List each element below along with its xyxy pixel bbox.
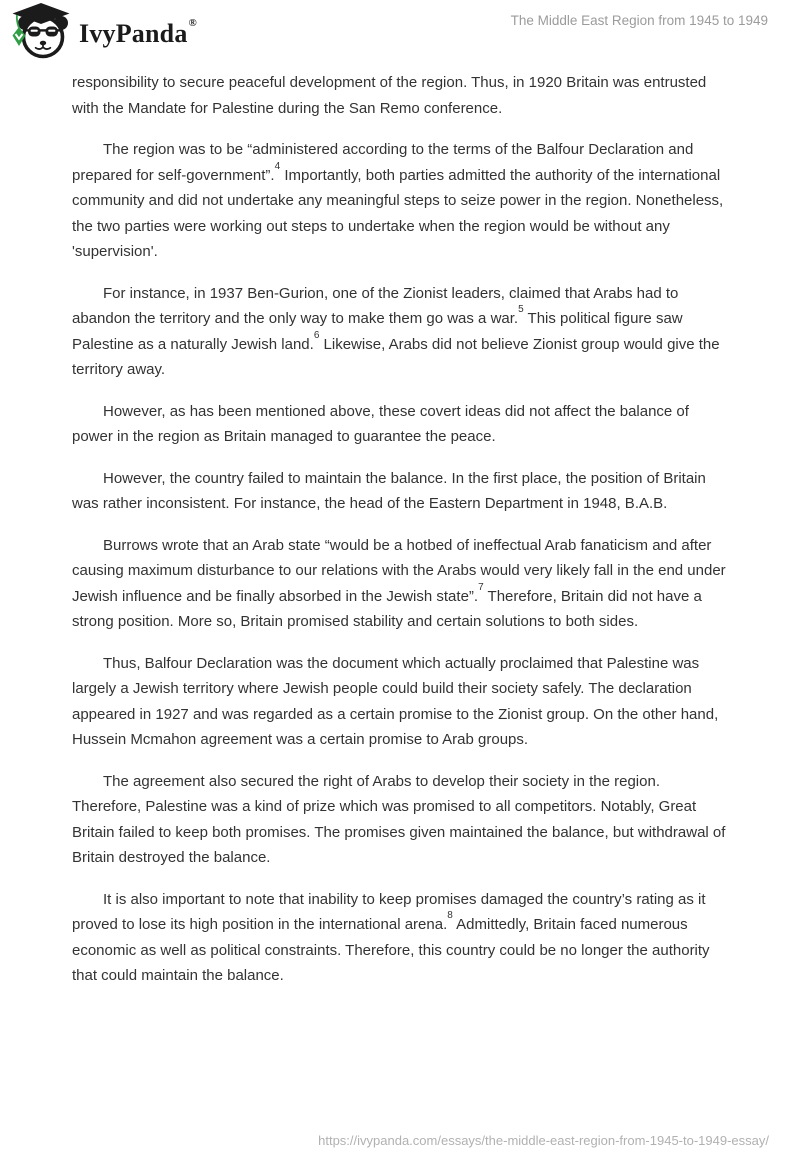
essay-paragraph: The agreement also secured the right of Arabs to develop their society in the region. Therefore, Palestine was a kind of prize which was promised to all competitors. Notably, Great Britain failed to keep both promises. The promises given maintained the balance, but withdrawal of Britain destroyed the balance.: [72, 772, 726, 866]
footnote-reference: 6: [313, 329, 320, 341]
essay-paragraph: For instance, in 1937 Ben-Gurion, one of the Zionist leaders, claimed that Arabs had to abandon the territory and the only way to make them go was a war.$^5$ This political figure saw Palestine as a naturally Jewish land.$^6$ Likewise, Arabs did not believe Zionist group would give the territory away.: [72, 284, 720, 378]
footnote-reference: 7: [478, 581, 484, 593]
essay-body: [72, 70, 727, 1005]
document-title: The Middle East Region from 1945 to 1949: [510, 13, 768, 28]
essay-paragraph: responsibility to secure peaceful development of the region. Thus, in 1920 Britain was entrusted with the Mandate for Palestine during the San Remo conference.: [72, 74, 707, 117]
essay-paragraph: However, as has been mentioned above, these covert ideas did not affect the balance of power in the region as Britain managed to guarantee the peace.: [72, 402, 689, 445]
brand: [10, 3, 196, 60]
brand-name: IvyPanda: [79, 18, 188, 48]
essay-paragraph: The region was to be “administered according to the terms of the Balfour Declaration and prepared for self-government”.$^4$ Importantly, both parties admitted the authority of the international community and did not undertake any meaningful steps to seize power in the region. Nonetheless, the two parties were working out steps to undertake when the region would be without any 'supervision'.: [72, 141, 724, 260]
page-header: [0, 0, 800, 64]
essay-paragraph: However, the country failed to maintain the balance. In the first place, the position of Britain was rather inconsistent. For instance, the head of the Eastern Department in 1948, B.A.B.: [72, 469, 706, 512]
registered-trademark-mark: ®: [188, 16, 197, 29]
essay-paragraph: Burrows wrote that an Arab state “would be a hotbed of ineffectual Arab fanaticism and after causing maximum disturbance to our relations with the Arabs would very likely fall in the end under Jewish influence and be finally absorbed in the Jewish state”.$^7$ Therefore, Britain did not have a strong position. More so, Britain promised stability and certain solutions to both sides.: [72, 536, 726, 630]
panda-graduation-cap-icon: [10, 3, 72, 60]
source-url-link[interactable]: https://ivypanda.com/essays/the-middle-east-region-from-1945-to-1949-essay/: [318, 1133, 769, 1148]
essay-paragraph: Thus, Balfour Declaration was the document which actually proclaimed that Palestine was largely a Jewish territory where Jewish people could build their society safely. The declaration appeared in 1927 and was regarded as a certain promise to the Zionist group. On the other hand, Hussein Mcmahon agreement was a certain promise to Arab groups.: [72, 654, 719, 748]
footnote-reference: 8: [447, 910, 453, 921]
footnote-reference: 4: [274, 160, 281, 172]
essay-paragraph: It is also important to note that inability to keep promises damaged the country’s rating as it proved to lose its high position in the international arena.$^8$ Admittedly, Britain faced numerous economic as well as political constraints. Therefore, this country could be no longer the authority that could maintain the balance.: [72, 890, 710, 984]
footnote-reference: 5: [518, 304, 524, 315]
